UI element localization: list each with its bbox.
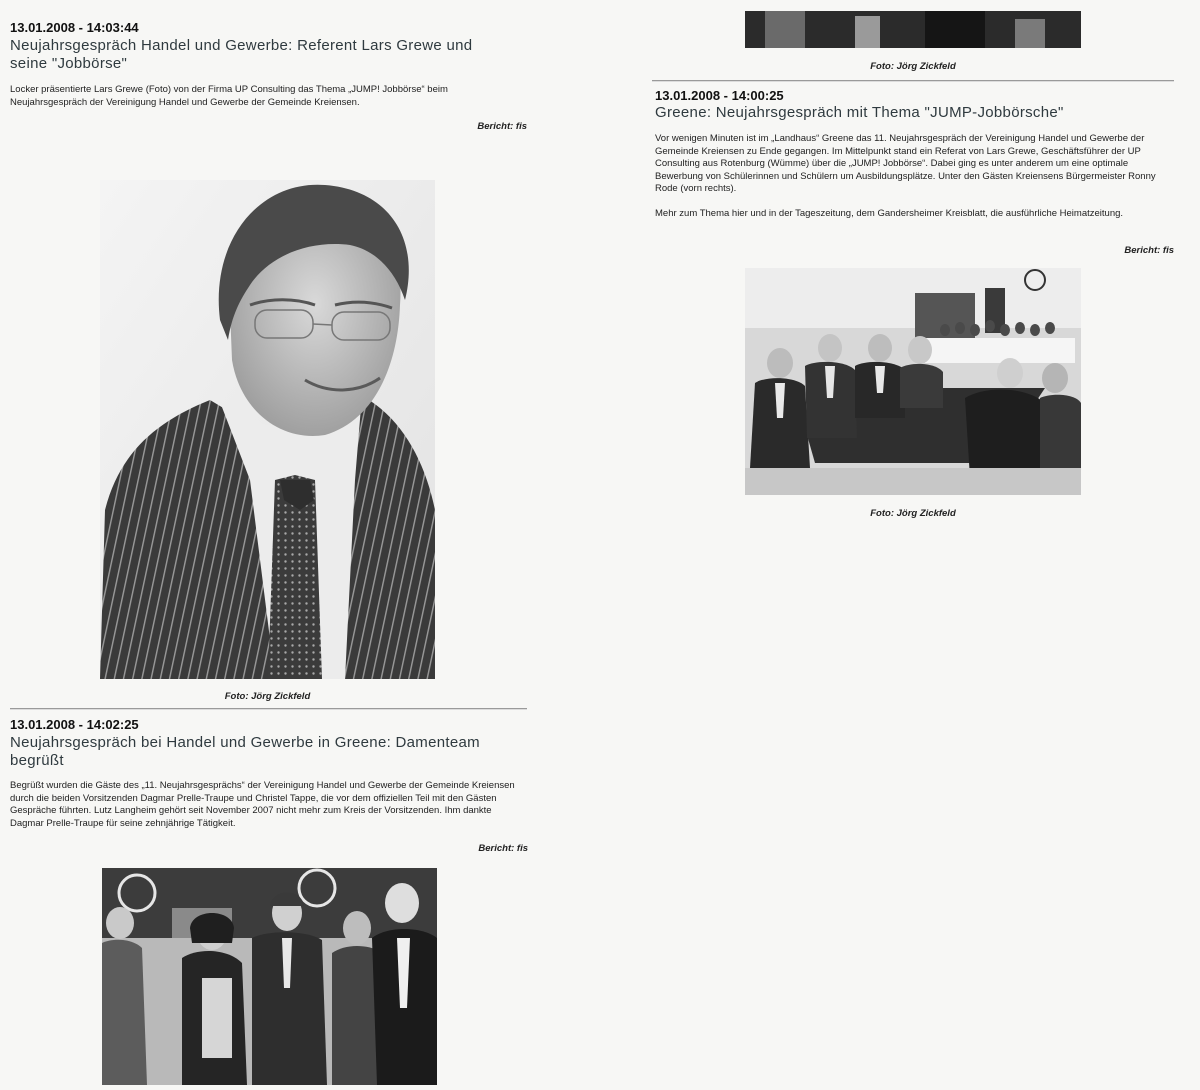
article-3-body xyxy=(655,133,1175,220)
article-1-timestamp: 13.01.2008 - 14:03:44 xyxy=(10,20,139,35)
portrait-photo-lars-grewe xyxy=(100,180,435,679)
article-divider-right xyxy=(652,80,1174,82)
article-1-bericht: Bericht: fis xyxy=(477,121,527,132)
article-3-headline[interactable]: Greene: Neujahrsgespräch mit Thema "JUMP-Jobbörsche" xyxy=(655,104,1064,121)
article-1-photo-caption: Foto: Jörg Zickfeld xyxy=(224,691,311,702)
article-1-paragraph-1: Locker präsentierte Lars Grewe (Foto) von der Firma UP Consulting das Thema „JUMP! Jobbörse“ beim Neujahrsgespräch der Vereinigung Handel und Gewerbe der Gemeinde Kreiensen. xyxy=(10,84,448,108)
meeting-table-photo xyxy=(745,268,1081,495)
top-cropped-photo-image xyxy=(745,11,1081,48)
top-photo-caption: Foto: Jörg Zickfeld xyxy=(870,61,956,72)
portrait-photo-image xyxy=(100,180,435,679)
article-1-body xyxy=(10,84,515,109)
article-2-body xyxy=(10,780,525,830)
article-3-bericht: Bericht: fis xyxy=(1124,245,1174,256)
damenteam-greeting-photo xyxy=(102,868,437,1085)
damenteam-photo-image xyxy=(102,868,437,1085)
article-3-paragraph-1: Vor wenigen Minuten ist im „Landhaus“ Greene das 11. Neujahrsgespräch der Vereinigung Handel und Gewerbe der Gemeinde Kreiensen zu Ende gegangen. Im Mittelpunkt stand ein Referat von Lars Grewe, Geschäftsführer der UP Consulting aus Rotenburg (Wümme) über die „JUMP! Jobbörse“. Dabei ging es unter anderem um eine optimale Bewerbung von Schülerinnen und Schülern um Ausbildungsplätze. Unter den Gästen Kreiensens Bürgermeister Ronny Rode (vorn rechts). xyxy=(655,133,1156,194)
top-cropped-photo xyxy=(745,11,1081,48)
meeting-table-photo-image xyxy=(745,268,1081,495)
article-2-timestamp: 13.01.2008 - 14:02:25 xyxy=(10,717,139,732)
article-3-timestamp: 13.01.2008 - 14:00:25 xyxy=(655,88,784,103)
article-2-headline[interactable]: Neujahrsgespräch bei Handel und Gewerbe in Greene: Damenteam begrüßt xyxy=(10,734,480,769)
article-3-photo-caption: Foto: Jörg Zickfeld xyxy=(870,508,956,519)
article-1-headline[interactable]: Neujahrsgespräch Handel und Gewerbe: Referent Lars Grewe und seine "Jobbörse" xyxy=(10,37,473,72)
article-divider xyxy=(10,708,527,710)
article-3-paragraph-2: Mehr zum Thema hier und in der Tageszeitung, dem Gandersheimer Kreisblatt, die ausführliche Heimatzeitung. xyxy=(655,207,1124,219)
article-2-paragraph-1: Begrüßt wurden die Gäste des „11. Neujahrsgesprächs“ der Vereinigung Handel und Gewerbe der Gemeinde Kreiensen durch die beiden Vorsitzenden Dagmar Prelle-Traupe und Christel Tappe, die vor dem offiziellen Teil mit den Gästen Gespräche führten. Lutz Langheim gehört seit November 2007 nicht mehr zum Kreis der Vorsitzenden. Ihm dankte Dagmar Prelle-Traupe für seine zehnjährige Tätigkeit. xyxy=(10,780,515,829)
article-2-bericht: Bericht: fis xyxy=(478,843,528,854)
